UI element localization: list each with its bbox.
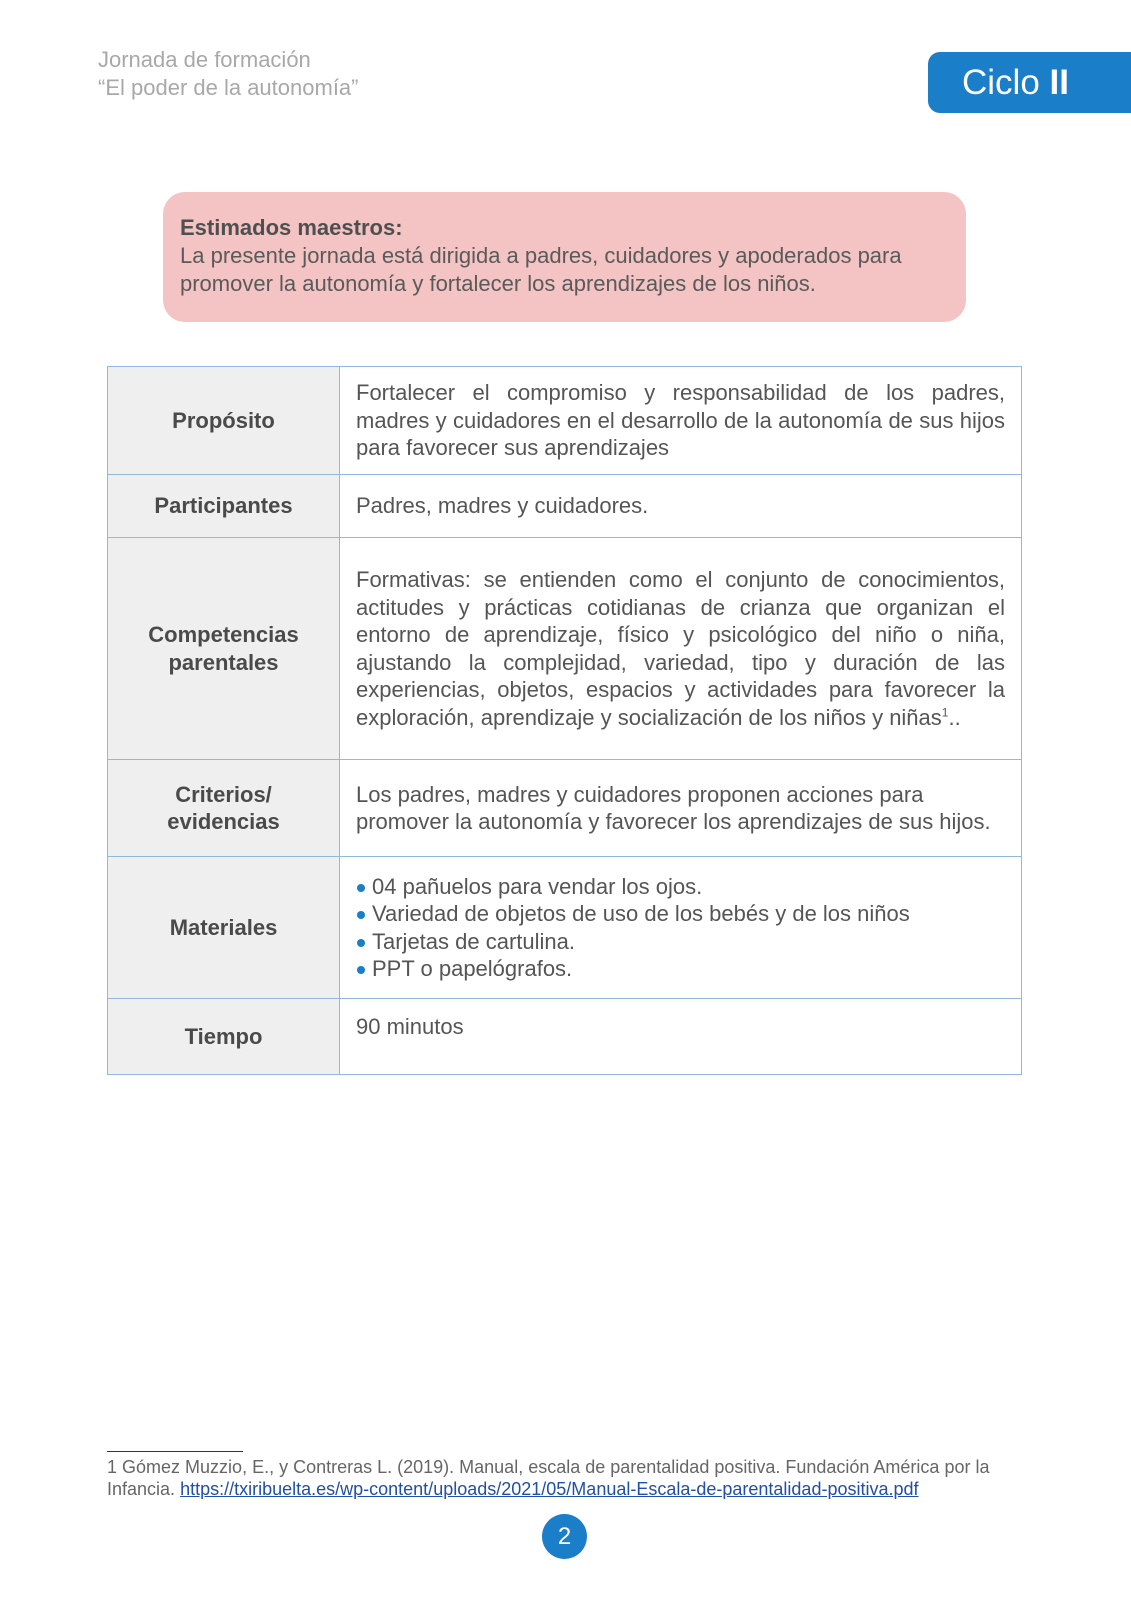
- notice-box: [163, 192, 966, 322]
- table-row-competencias: [108, 538, 1022, 760]
- page-number-badge: 2: [542, 1514, 587, 1559]
- cycle-label: Ciclo: [962, 63, 1040, 102]
- footnote-text: Gómez Muzzio, E., y Contreras L. (2019). Manual, escala de parentalidad positiva. Fundación América por la Infancia.: [107, 1457, 990, 1499]
- tiempo-text: 90 minutos: [356, 1014, 464, 1039]
- criterios-value: Los padres, madres y cuidadores proponen acciones para promover la autonomía y favorecer los aprendizajes de sus hijos.: [340, 760, 1022, 857]
- document-header-title: [98, 46, 359, 102]
- proposito-label: Propósito: [108, 367, 340, 475]
- footnote-ref: 1: [941, 705, 949, 720]
- footnote: [107, 1456, 1027, 1500]
- cycle-number: II: [1049, 63, 1069, 102]
- table-row-proposito: [108, 367, 1022, 475]
- criterios-label-line1: Criterios/: [175, 781, 272, 807]
- proposito-value: Fortalecer el compromiso y responsabilidad de los padres, madres y cuidadores en el desarrollo de la autonomía de sus hijos para favorecer sus aprendizajes: [340, 367, 1022, 475]
- participantes-label: Participantes: [108, 475, 340, 538]
- footnote-number: 1: [107, 1457, 118, 1477]
- tiempo-label: Tiempo: [108, 999, 340, 1075]
- session-info-table: [107, 366, 1022, 1075]
- notice-heading: Estimados maestros:: [180, 215, 403, 240]
- competencias-value: [340, 538, 1022, 760]
- table-row-materiales: [108, 857, 1022, 999]
- header-title-line1: Jornada de formación: [98, 47, 311, 72]
- notice-text: La presente jornada está dirigida a padres, cuidadores y apoderados para promover la autonomía y fortalecer los aprendizajes de los niños.: [180, 243, 902, 296]
- table-row-tiempo: [108, 999, 1022, 1075]
- competencias-suffix: ..: [948, 704, 961, 730]
- criterios-label-line2: evidencias: [167, 809, 280, 834]
- table-row-criterios: [108, 760, 1022, 857]
- competencias-label-line2: parentales: [168, 649, 279, 675]
- competencias-label-line1: Competencias: [148, 622, 299, 647]
- materiales-list: [356, 873, 1005, 983]
- list-item: 04 pañuelos para vendar los ojos.: [356, 873, 1005, 901]
- list-item: Variedad de objetos de uso de los bebés y de los niños: [356, 900, 1005, 928]
- materiales-value: [340, 857, 1022, 999]
- cycle-tab: [928, 52, 1131, 113]
- competencias-label: [108, 538, 340, 760]
- footnote-link[interactable]: https://txiribuelta.es/wp-content/uploads/2021/05/Manual-Escala-de-parentalidad-positiva.pdf: [180, 1479, 919, 1499]
- criterios-label: [108, 760, 340, 857]
- participantes-value: Padres, madres y cuidadores.: [340, 475, 1022, 538]
- list-item: PPT o papelógrafos.: [356, 955, 1005, 983]
- tiempo-value: [340, 999, 1022, 1075]
- materiales-label: Materiales: [108, 857, 340, 999]
- header-title-line2: “El poder de la autonomía”: [98, 75, 359, 100]
- table-row-participantes: [108, 475, 1022, 538]
- list-item: Tarjetas de cartulina.: [356, 928, 1005, 956]
- competencias-text: Formativas: se entienden como el conjunto de conocimientos, actitudes y prácticas cotidianas de crianza que organizan el entorno de aprendizaje, físico y psicológico del niño o niña, ajustando la complejidad, variedad, tipo y duración de las experiencias, objetos, espacios y actividades para favorecer la exploración, aprendizaje y socialización de los niños y niñas: [356, 567, 1005, 730]
- footnote-divider: [107, 1451, 243, 1452]
